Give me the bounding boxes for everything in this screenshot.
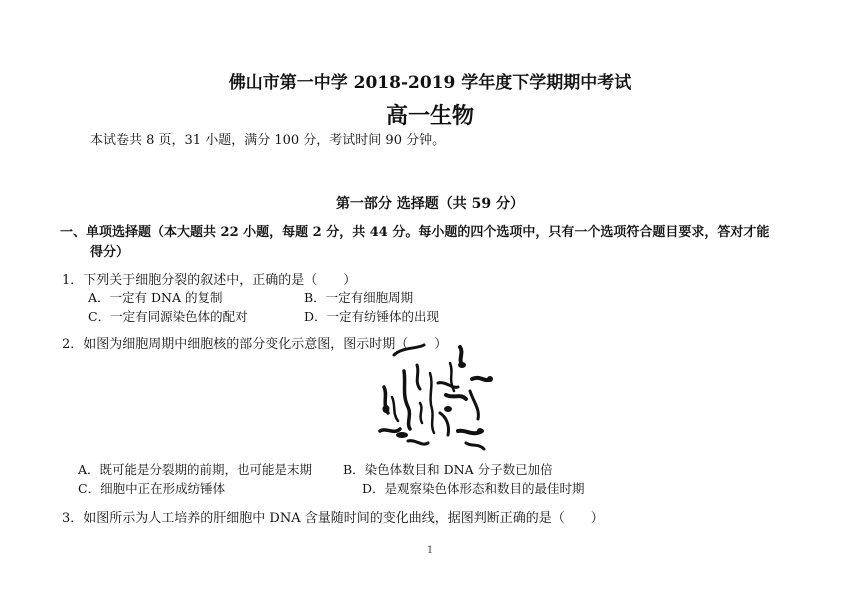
chromosome-figure [362,343,497,458]
question-2-option-b: B．染色体数目和 DNA 分子数已加倍 [343,462,553,477]
question-2-option-c: C．细胞中正在形成纺锤体 [78,481,226,496]
section-heading-line1: 一、单项选择题（本大题共 22 小题，每题 2 分，共 44 分。每小题的四个选项中，只有一个选项符合题目要求，答对才能 [60,225,770,240]
subject-title: 高一生物 [385,103,474,129]
question-1-option-d: D．一定有纺锤体的出现 [304,309,440,324]
question-1-option-b: B．一定有细胞周期 [304,290,414,305]
question-2-stem: 2．如图为细胞周期中细胞核的部分变化示意图，图示时期（ ） [62,337,448,352]
part-heading: 第一部分 选择题（共 59 分） [335,196,525,212]
section-heading-line2: 得分） [90,245,130,260]
question-2-option-a: A．既可能是分裂期的前期，也可能是末期 [78,462,313,477]
question-1-option-a: A．一定有 DNA 的复制 [88,290,223,305]
exam-intro: 本试卷共 8 页，31 小题，满分 100 分，考试时间 90 分钟。 [90,133,446,148]
exam-title: 佛山市第一中学 2018-2019 学年度下学期期中考试 [228,73,632,93]
page-number: 1 [426,545,434,556]
question-2-option-d: D．是观察染色体形态和数目的最佳时期 [362,481,585,496]
question-1-option-c: C．一定有同源染色体的配对 [88,309,248,324]
question-1-stem: 1．下列关于细胞分裂的叙述中，正确的是（ ） [62,273,357,288]
question-3-stem: 3．如图所示为人工培养的肝细胞中 DNA 含量随时间的变化曲线，据图判断正确的是（ ） [62,511,604,526]
